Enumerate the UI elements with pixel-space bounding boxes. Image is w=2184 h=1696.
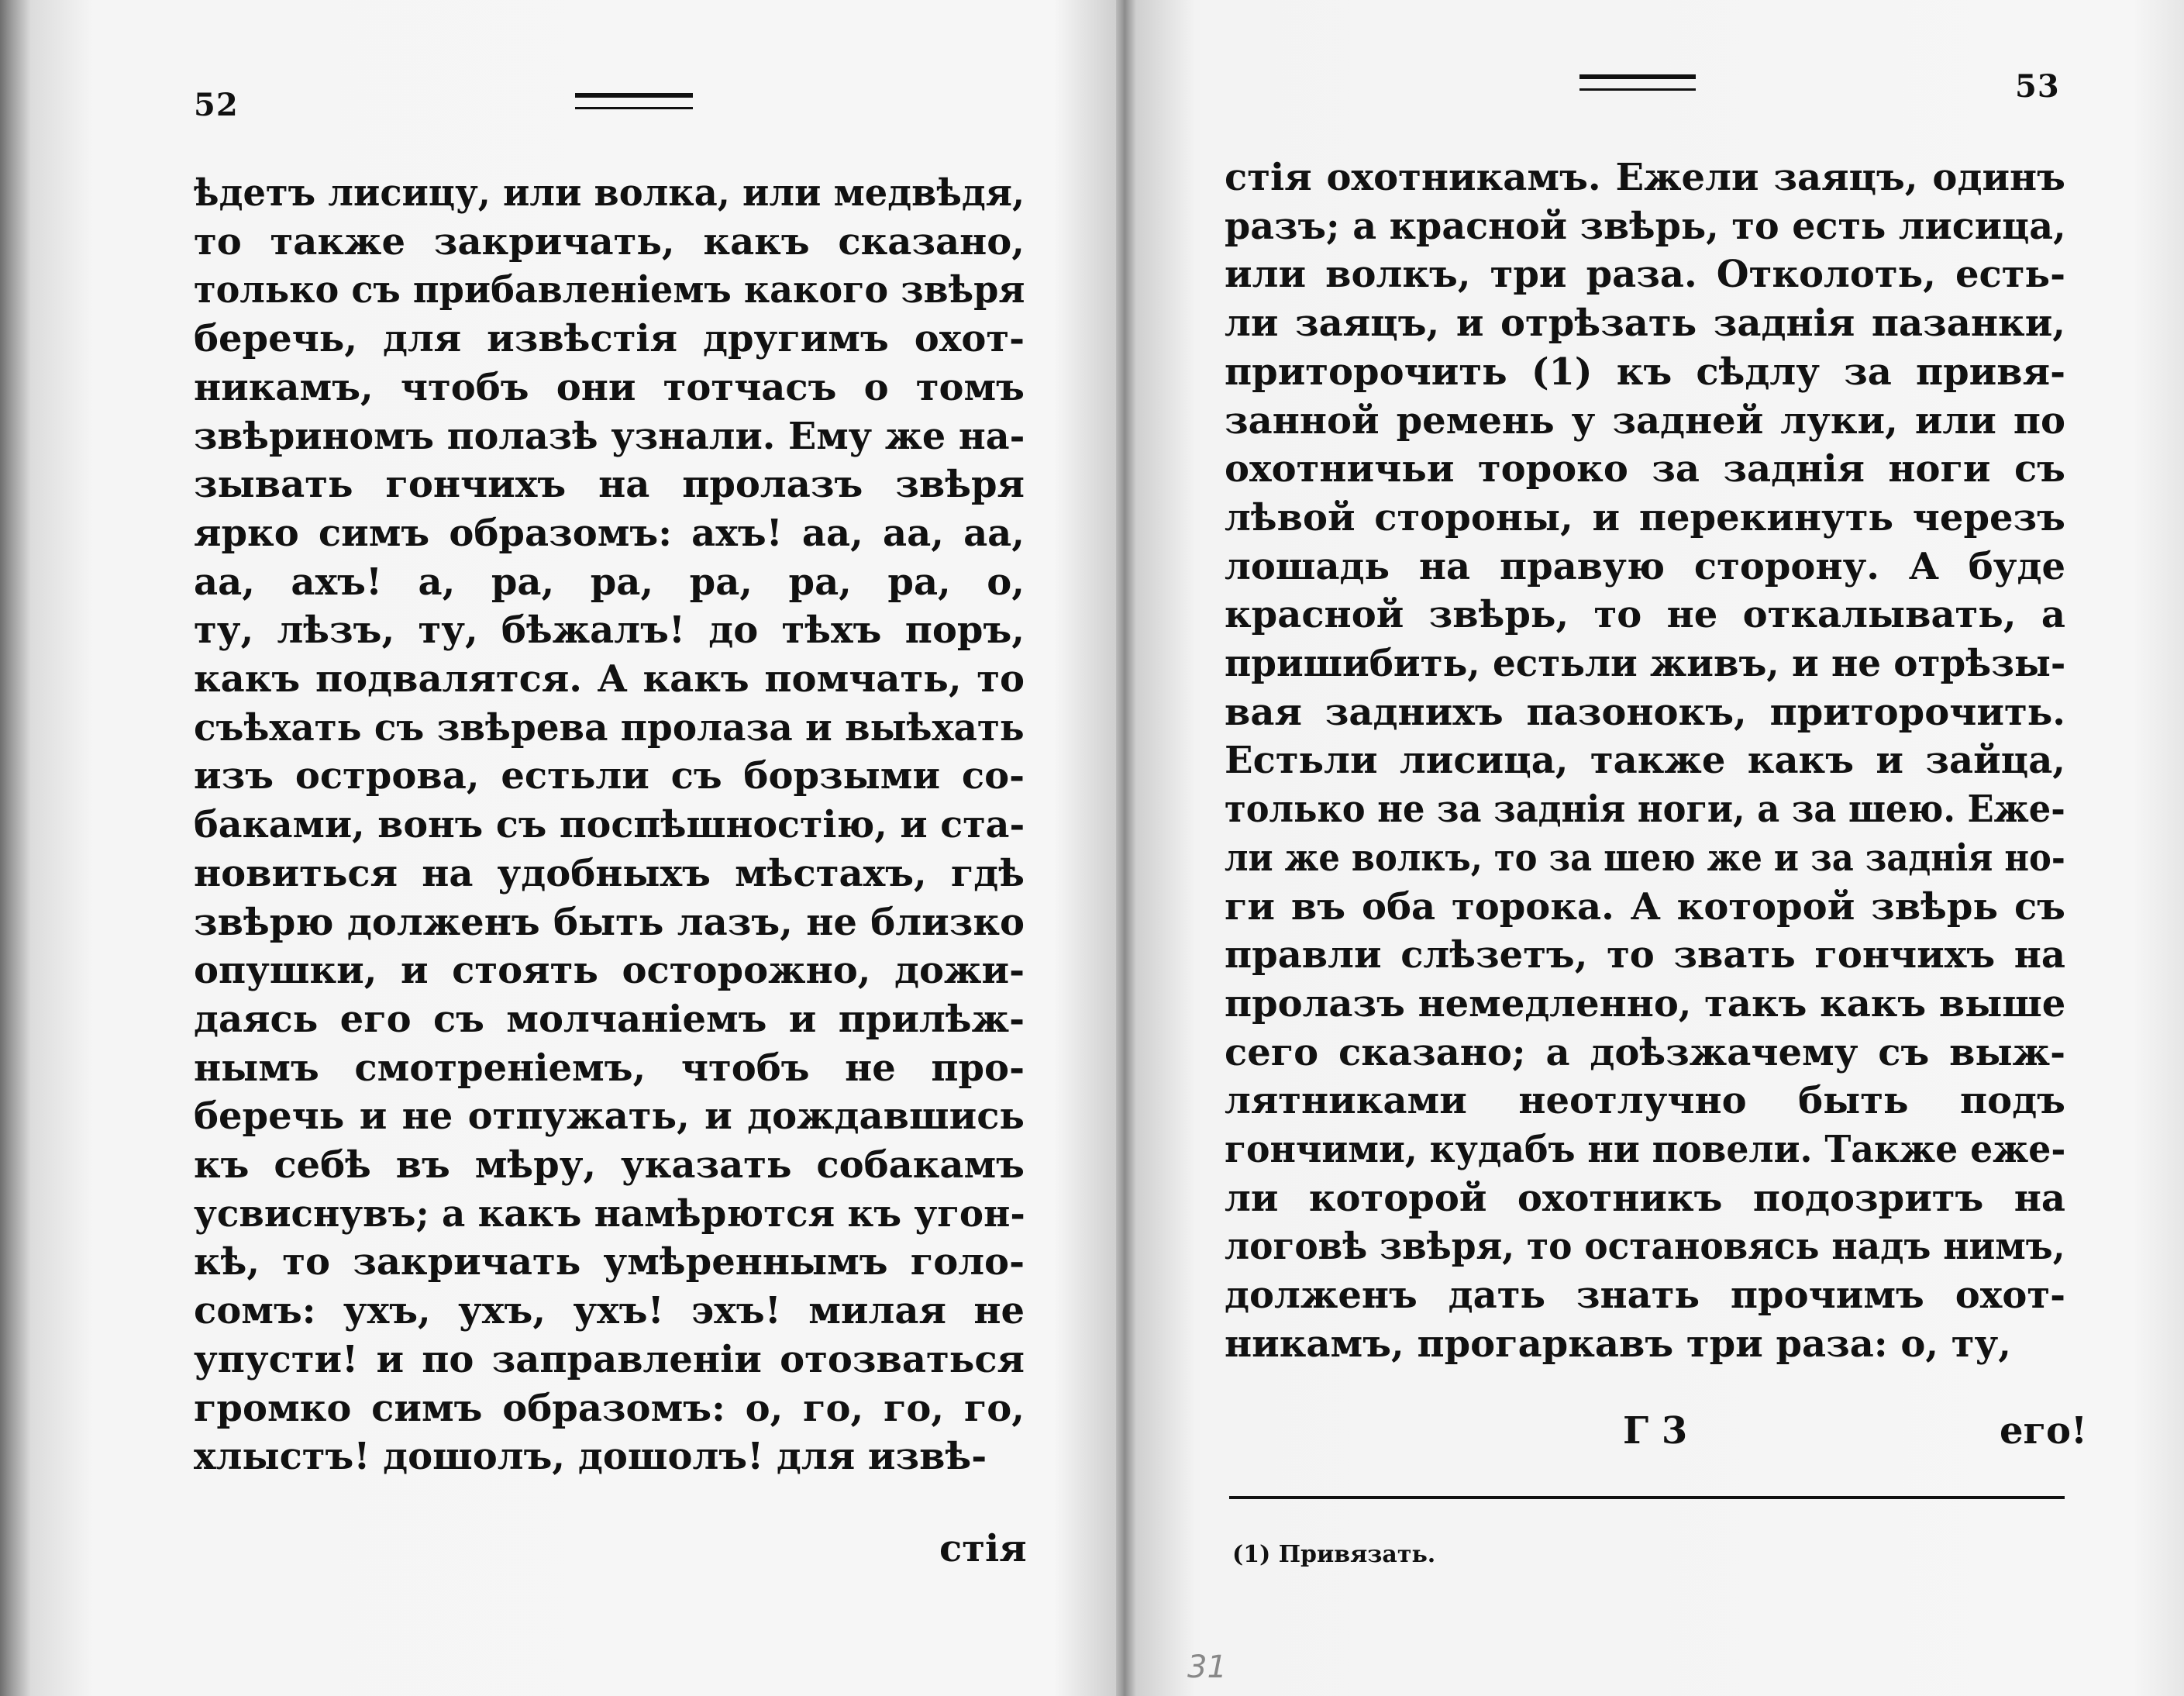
text-line: нымъ смотреніемъ, чтобъ не про- — [194, 1046, 1025, 1090]
header-rule — [575, 93, 693, 109]
text-line: гончими, кудабъ ни повели. Также еже- — [1225, 1128, 2066, 1172]
text-line: красной звѣрь, то не откалывать, а — [1225, 593, 2065, 637]
text-line: ли заяцъ, и отрѣзать заднія пазанки, — [1225, 302, 2065, 346]
text-line: зывать гончихъ на пролазъ звѣря — [194, 463, 1025, 507]
catchword: его! — [2000, 1409, 2088, 1453]
text-line: охотничьи тороко за заднія ноги съ — [1225, 447, 2065, 491]
text-line: разъ; а красной звѣрь, то есть лисица, — [1225, 204, 2066, 248]
text-line: пролазъ немедленно, такъ какъ выше — [1225, 981, 2066, 1026]
pencil-mark: 31 — [1187, 1649, 1227, 1685]
text-line: кѣ, то закричать умѣреннымъ голо- — [194, 1240, 1025, 1284]
footnote-rule — [1229, 1496, 2065, 1499]
text-line: усвиснувъ; а какъ намѣрются къ угон- — [194, 1191, 1025, 1236]
text-line: хлыстъ! дошолъ, дошолъ! для извѣ- — [194, 1435, 987, 1479]
text-line: громко симъ образомъ: о, го, го, го, — [194, 1386, 1025, 1430]
text-line: занной ремень у задней луки, или по — [1225, 398, 2065, 443]
text-line: ѣдетъ лисицу, или волка, или медвѣдя, — [194, 171, 1025, 215]
right-page — [1125, 0, 2184, 1696]
text-line: ги въ оба торока. А которой звѣрь съ — [1225, 884, 2065, 929]
text-line: лошадь на правую сторону. А буде — [1225, 544, 2065, 588]
text-line: беречь и не отпужать, и дождавшись — [194, 1094, 1025, 1139]
text-line: къ себѣ въ мѣру, указать собакамъ — [194, 1143, 1025, 1188]
text-line: аа, ахъ! а, ра, ра, ра, ра, ра, о, — [194, 560, 1025, 604]
catchword: стія — [939, 1527, 1027, 1570]
text-line: ли же волкъ, то за шею же и за заднія но- — [1225, 836, 2065, 880]
text-line: или волкъ, три раза. Отколоть, есть- — [1225, 253, 2065, 297]
text-line: никамъ, прогаркавъ три раза: о, ту, — [1225, 1322, 2011, 1366]
text-line: долженъ дать знать прочимъ охот- — [1225, 1274, 2065, 1318]
text-line: вая заднихъ пазонокъ, приторочить. — [1225, 690, 2065, 734]
text-line: съѣхать съ звѣрева пролаза и выѣхать — [194, 705, 1025, 750]
text-line: никамъ, чтобъ они тотчасъ о томъ — [194, 365, 1025, 409]
text-line: упусти! и по заправленіи отозваться — [194, 1337, 1025, 1381]
text-line: сего сказано; а доѣзжачему съ выж- — [1225, 1030, 2065, 1074]
text-line: пришибить, естьли живъ, и не отрѣзы- — [1225, 642, 2066, 686]
page-text — [194, 169, 1025, 1481]
text-line: логовѣ звѣря, то остановясь надъ нимъ, — [1225, 1225, 2065, 1269]
text-line: даясь его съ молчаніемъ и прилѣж- — [194, 997, 1025, 1041]
text-line: звѣриномъ полазѣ узнали. Ему же на- — [194, 414, 1025, 458]
page-number: 52 — [194, 87, 239, 123]
text-line: стія охотникамъ. Ежели заяцъ, одинъ — [1225, 156, 2065, 199]
page-number: 53 — [2015, 68, 2060, 105]
signature-mark: Г 3 — [1623, 1409, 1688, 1453]
text-line: правли слѣзетъ, то звать гончихъ на — [1225, 933, 2065, 977]
text-line: лятниками неотлучно быть подъ — [1225, 1079, 2065, 1123]
text-line: то также закричать, какъ сказано, — [194, 219, 1025, 264]
text-line: баками, вонъ съ поспѣшностію, и ста- — [194, 803, 1025, 847]
text-line: опушки, и стоять осторожно, дожи- — [194, 949, 1025, 993]
header-rule — [1579, 74, 1696, 91]
page-text — [1225, 153, 2065, 1369]
text-line: только не за заднія ноги, а за шею. Еже- — [1225, 788, 2065, 832]
text-line: звѣрю долженъ быть лазъ, не близко — [194, 900, 1025, 944]
text-line: лѣвой стороны, и перекинуть черезъ — [1225, 495, 2065, 539]
footnote: (1) Привязать. — [1232, 1541, 1436, 1568]
text-line: сомъ: ухъ, ухъ, ухъ! эхъ! милая не — [194, 1289, 1025, 1333]
text-line: беречь, для извѣстія другимъ охот- — [194, 317, 1025, 361]
text-line: Естьли лисица, также какъ и зайца, — [1225, 739, 2065, 783]
text-line: приторочить (1) къ сѣдлу за привя- — [1225, 350, 2065, 394]
text-line: изъ острова, естьли съ борзыми со- — [194, 754, 1025, 798]
text-line: какъ подвалятся. А какъ помчать, то — [194, 657, 1025, 701]
text-line: только съ прибавленіемъ какого звѣря — [194, 268, 1025, 312]
text-line: новиться на удобныхъ мѣстахъ, гдѣ — [194, 851, 1025, 895]
text-line: ярко симъ образомъ: ахъ! аа, аа, аа, — [194, 511, 1025, 555]
text-line: ли которой охотникъ подозритъ на — [1225, 1176, 2065, 1220]
text-line: ту, лѣзъ, ту, бѣжалъ! до тѣхъ поръ, — [194, 608, 1025, 653]
